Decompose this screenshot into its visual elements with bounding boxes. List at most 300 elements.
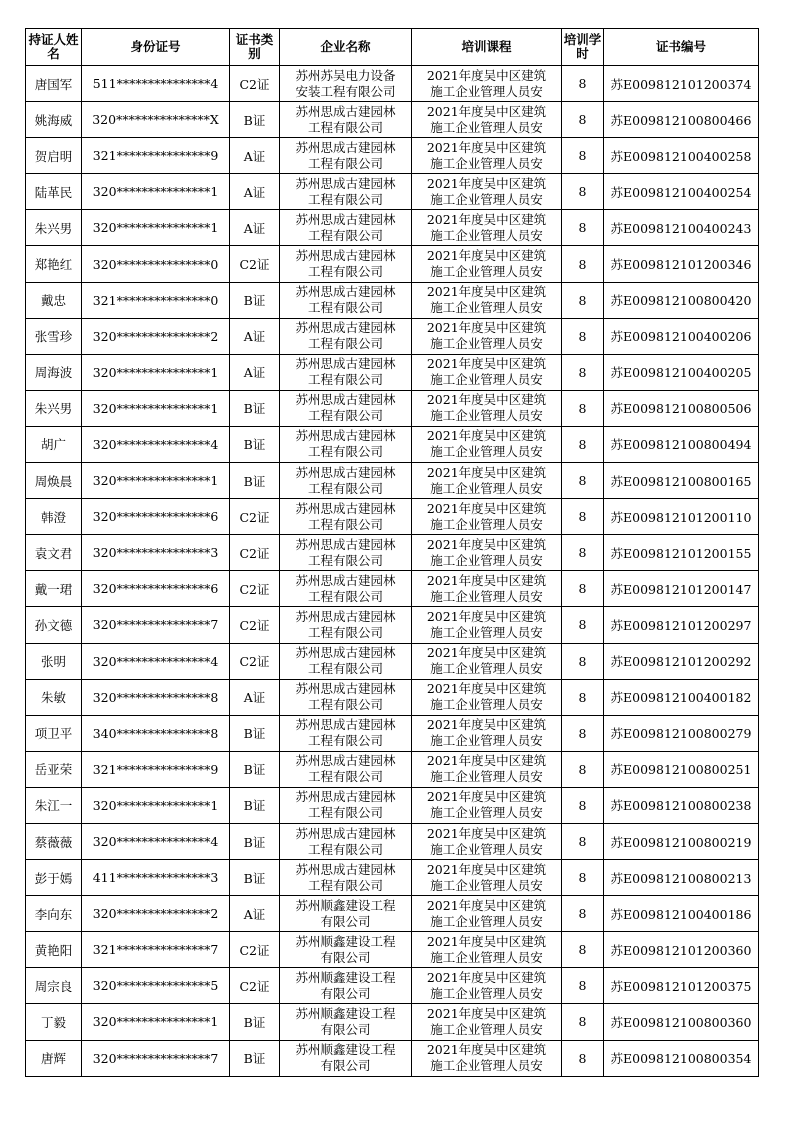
company-name (280, 715, 412, 751)
table-row (26, 102, 759, 138)
id-number: 320***************1 (82, 210, 230, 246)
company-name-line-2: 工程有限公司 (307, 300, 383, 316)
training-course-line-1: 2021年度吴中区建筑 (426, 681, 547, 697)
training-course-line-1: 2021年度吴中区建筑 (426, 464, 547, 480)
cert-type: C2证 (230, 932, 280, 968)
company-name (280, 968, 412, 1004)
holder-name: 唐辉 (26, 1040, 82, 1076)
cert-type: A证 (230, 318, 280, 354)
company-name (280, 932, 412, 968)
table-row (26, 643, 759, 679)
holder-name: 蔡薇薇 (26, 823, 82, 859)
table-row (26, 318, 759, 354)
holder-name: 贺启明 (26, 138, 82, 174)
holder-name: 郑艳红 (26, 246, 82, 282)
training-hours: 8 (562, 751, 604, 787)
company-name-line-1: 苏州思成古建园林 (295, 861, 396, 877)
cert-number: 苏E009812100400182 (604, 679, 759, 715)
holder-name: 周海波 (26, 354, 82, 390)
company-name-line-1: 苏州思成古建园林 (295, 825, 396, 841)
training-course-line-2: 施工企业管理人员安 (430, 985, 543, 1001)
company-name-line-2: 安装工程有限公司 (295, 83, 396, 99)
id-number: 320***************3 (82, 535, 230, 571)
id-number: 320***************4 (82, 643, 230, 679)
header-row (26, 29, 759, 66)
id-number: 321***************0 (82, 282, 230, 318)
table-row (26, 354, 759, 390)
company-name-line-1: 苏州苏吴电力设备 (295, 67, 396, 83)
training-course-line-1: 2021年度吴中区建筑 (426, 753, 547, 769)
company-name-line-1: 苏州思成古建园林 (295, 645, 396, 661)
company-name-line-1: 苏州思成古建园林 (295, 789, 396, 805)
holder-name: 丁毅 (26, 1004, 82, 1040)
training-hours: 8 (562, 138, 604, 174)
training-course-line-2: 施工企业管理人员安 (430, 552, 543, 568)
company-name-line-2: 工程有限公司 (307, 516, 383, 532)
company-name-line-2: 工程有限公司 (307, 877, 383, 893)
training-hours: 8 (562, 210, 604, 246)
training-course (412, 896, 562, 932)
training-course (412, 174, 562, 210)
training-course (412, 607, 562, 643)
training-course-line-1: 2021年度吴中区建筑 (426, 717, 547, 733)
training-course (412, 66, 562, 102)
table-row (26, 823, 759, 859)
training-course (412, 823, 562, 859)
training-course-line-1: 2021年度吴中区建筑 (426, 933, 547, 949)
company-name-line-1: 苏州思成古建园林 (295, 717, 396, 733)
table-row (26, 499, 759, 535)
training-course-line-1: 2021年度吴中区建筑 (426, 67, 547, 83)
holder-name: 朱敏 (26, 679, 82, 715)
header-id: 身份证号 (82, 29, 230, 66)
training-course (412, 787, 562, 823)
cert-type: C2证 (230, 246, 280, 282)
id-number: 411***************3 (82, 860, 230, 896)
training-course-line-1: 2021年度吴中区建筑 (426, 392, 547, 408)
id-number: 320***************1 (82, 390, 230, 426)
training-course-line-2: 施工企业管理人员安 (430, 372, 543, 388)
cert-type: A证 (230, 354, 280, 390)
company-name (280, 860, 412, 896)
table-row (26, 679, 759, 715)
training-course-line-1: 2021年度吴中区建筑 (426, 175, 547, 191)
training-hours: 8 (562, 390, 604, 426)
company-name-line-1: 苏州思成古建园林 (295, 284, 396, 300)
cert-number: 苏E009812101200375 (604, 968, 759, 1004)
cert-type: B证 (230, 715, 280, 751)
company-name (280, 679, 412, 715)
table-row (26, 535, 759, 571)
training-hours: 8 (562, 715, 604, 751)
company-name-line-2: 工程有限公司 (307, 408, 383, 424)
training-hours: 8 (562, 571, 604, 607)
company-name-line-2: 工程有限公司 (307, 588, 383, 604)
id-number: 320***************X (82, 102, 230, 138)
id-number: 321***************7 (82, 932, 230, 968)
training-hours: 8 (562, 968, 604, 1004)
cert-number: 苏E009812100400254 (604, 174, 759, 210)
training-course-line-2: 施工企业管理人员安 (430, 949, 543, 965)
training-course (412, 138, 562, 174)
training-course-line-1: 2021年度吴中区建筑 (426, 969, 547, 985)
holder-name: 李向东 (26, 896, 82, 932)
cert-type: C2证 (230, 571, 280, 607)
company-name-line-1: 苏州思成古建园林 (295, 248, 396, 264)
training-course-line-1: 2021年度吴中区建筑 (426, 645, 547, 661)
company-name-line-1: 苏州思成古建园林 (295, 572, 396, 588)
company-name-line-2: 工程有限公司 (307, 697, 383, 713)
training-hours: 8 (562, 1040, 604, 1076)
id-number: 320***************7 (82, 1040, 230, 1076)
cert-number: 苏E009812100800279 (604, 715, 759, 751)
company-name-line-1: 苏州顺鑫建设工程 (295, 933, 396, 949)
training-course-line-2: 施工企业管理人员安 (430, 155, 543, 171)
id-number: 320***************2 (82, 896, 230, 932)
cert-type: B证 (230, 1040, 280, 1076)
company-name (280, 1040, 412, 1076)
training-course (412, 210, 562, 246)
training-course-line-1: 2021年度吴中区建筑 (426, 536, 547, 552)
training-course-line-2: 施工企业管理人员安 (430, 516, 543, 532)
table-row (26, 607, 759, 643)
company-name (280, 571, 412, 607)
training-course-line-2: 施工企业管理人员安 (430, 733, 543, 749)
training-course-line-2: 施工企业管理人员安 (430, 805, 543, 821)
holder-name: 朱江一 (26, 787, 82, 823)
company-name (280, 138, 412, 174)
cert-number: 苏E009812100800219 (604, 823, 759, 859)
cert-number: 苏E009812101200297 (604, 607, 759, 643)
table-row (26, 138, 759, 174)
company-name-line-1: 苏州思成古建园林 (295, 211, 396, 227)
training-course-line-2: 施工企业管理人员安 (430, 588, 543, 604)
company-name (280, 210, 412, 246)
table-row (26, 860, 759, 896)
cert-number: 苏E009812101200374 (604, 66, 759, 102)
table-row (26, 571, 759, 607)
cert-type: B证 (230, 390, 280, 426)
cert-type: B证 (230, 751, 280, 787)
certificate-table (25, 28, 759, 1077)
company-name-line-2: 工程有限公司 (307, 372, 383, 388)
id-number: 320***************0 (82, 246, 230, 282)
training-hours: 8 (562, 679, 604, 715)
company-name-line-1: 苏州思成古建园林 (295, 103, 396, 119)
header-name: 持证人姓名 (26, 29, 82, 66)
cert-number: 苏E009812100400258 (604, 138, 759, 174)
company-name-line-2: 工程有限公司 (307, 841, 383, 857)
training-course-line-1: 2021年度吴中区建筑 (426, 139, 547, 155)
company-name-line-2: 工程有限公司 (307, 733, 383, 749)
training-course-line-1: 2021年度吴中区建筑 (426, 825, 547, 841)
company-name (280, 66, 412, 102)
cert-type: B证 (230, 1004, 280, 1040)
cert-number: 苏E009812100400186 (604, 896, 759, 932)
company-name-line-2: 工程有限公司 (307, 480, 383, 496)
company-name (280, 426, 412, 462)
company-name (280, 390, 412, 426)
company-name-line-1: 苏州思成古建园林 (295, 536, 396, 552)
training-course (412, 1040, 562, 1076)
training-course-line-1: 2021年度吴中区建筑 (426, 1042, 547, 1058)
training-course-line-2: 施工企业管理人员安 (430, 336, 543, 352)
cert-type: C2证 (230, 535, 280, 571)
training-hours: 8 (562, 318, 604, 354)
cert-type: C2证 (230, 643, 280, 679)
company-name-line-2: 有限公司 (320, 949, 371, 965)
cert-number: 苏E009812100800466 (604, 102, 759, 138)
training-course (412, 932, 562, 968)
cert-number: 苏E009812101200147 (604, 571, 759, 607)
company-name-line-1: 苏州思成古建园林 (295, 356, 396, 372)
cert-type: A证 (230, 896, 280, 932)
holder-name: 周焕晨 (26, 463, 82, 499)
training-hours: 8 (562, 463, 604, 499)
cert-type: C2证 (230, 66, 280, 102)
company-name-line-2: 工程有限公司 (307, 227, 383, 243)
training-hours: 8 (562, 499, 604, 535)
training-course (412, 715, 562, 751)
company-name-line-1: 苏州思成古建园林 (295, 608, 396, 624)
company-name-line-2: 工程有限公司 (307, 336, 383, 352)
company-name-line-1: 苏州思成古建园林 (295, 500, 396, 516)
holder-name: 韩澄 (26, 499, 82, 535)
header-cert-no: 证书编号 (604, 29, 759, 66)
company-name (280, 246, 412, 282)
cert-number: 苏E009812100800354 (604, 1040, 759, 1076)
company-name-line-2: 有限公司 (320, 1021, 371, 1037)
company-name-line-1: 苏州思成古建园林 (295, 139, 396, 155)
training-course (412, 282, 562, 318)
training-course (412, 499, 562, 535)
training-course (412, 463, 562, 499)
training-course-line-2: 施工企业管理人员安 (430, 119, 543, 135)
training-course-line-2: 施工企业管理人员安 (430, 769, 543, 785)
company-name-line-1: 苏州思成古建园林 (295, 428, 396, 444)
cert-type: A证 (230, 210, 280, 246)
cert-type: B证 (230, 823, 280, 859)
holder-name: 项卫平 (26, 715, 82, 751)
company-name-line-2: 有限公司 (320, 1058, 371, 1074)
table-row (26, 426, 759, 462)
cert-number: 苏E009812100800238 (604, 787, 759, 823)
training-course (412, 390, 562, 426)
training-hours: 8 (562, 426, 604, 462)
training-course (412, 751, 562, 787)
cert-type: A证 (230, 174, 280, 210)
cert-number: 苏E009812101200155 (604, 535, 759, 571)
cert-number: 苏E009812100400205 (604, 354, 759, 390)
company-name (280, 535, 412, 571)
training-hours: 8 (562, 607, 604, 643)
company-name (280, 896, 412, 932)
company-name (280, 102, 412, 138)
training-course-line-2: 施工企业管理人员安 (430, 83, 543, 99)
company-name-line-1: 苏州思成古建园林 (295, 681, 396, 697)
training-hours: 8 (562, 1004, 604, 1040)
training-course-line-1: 2021年度吴中区建筑 (426, 103, 547, 119)
company-name-line-2: 工程有限公司 (307, 444, 383, 460)
table-row (26, 282, 759, 318)
holder-name: 张明 (26, 643, 82, 679)
table-row (26, 1004, 759, 1040)
company-name-line-1: 苏州思成古建园林 (295, 753, 396, 769)
company-name (280, 643, 412, 679)
cert-number: 苏E009812101200360 (604, 932, 759, 968)
training-course-line-2: 施工企业管理人员安 (430, 841, 543, 857)
company-name-line-1: 苏州顺鑫建设工程 (295, 1042, 396, 1058)
training-hours: 8 (562, 643, 604, 679)
table-row (26, 751, 759, 787)
training-hours: 8 (562, 174, 604, 210)
cert-type: C2证 (230, 499, 280, 535)
company-name-line-1: 苏州思成古建园林 (295, 464, 396, 480)
holder-name: 张雪珍 (26, 318, 82, 354)
company-name-line-2: 工程有限公司 (307, 661, 383, 677)
cert-number: 苏E009812100800360 (604, 1004, 759, 1040)
cert-number: 苏E009812100800251 (604, 751, 759, 787)
holder-name: 彭于嫣 (26, 860, 82, 896)
training-hours: 8 (562, 246, 604, 282)
table-row (26, 932, 759, 968)
cert-type: A证 (230, 679, 280, 715)
training-course-line-1: 2021年度吴中区建筑 (426, 320, 547, 336)
training-course-line-2: 施工企业管理人员安 (430, 1021, 543, 1037)
id-number: 320***************6 (82, 499, 230, 535)
id-number: 511***************4 (82, 66, 230, 102)
company-name-line-2: 工程有限公司 (307, 264, 383, 280)
cert-type: B证 (230, 102, 280, 138)
training-course-line-1: 2021年度吴中区建筑 (426, 861, 547, 877)
company-name-line-2: 有限公司 (320, 985, 371, 1001)
training-course-line-1: 2021年度吴中区建筑 (426, 1005, 547, 1021)
table-row (26, 174, 759, 210)
training-course (412, 426, 562, 462)
id-number: 320***************1 (82, 174, 230, 210)
training-course-line-2: 施工企业管理人员安 (430, 661, 543, 677)
table-row (26, 210, 759, 246)
training-course-line-2: 施工企业管理人员安 (430, 877, 543, 893)
training-hours: 8 (562, 282, 604, 318)
training-course-line-1: 2021年度吴中区建筑 (426, 897, 547, 913)
training-course (412, 102, 562, 138)
training-hours: 8 (562, 896, 604, 932)
holder-name: 唐国军 (26, 66, 82, 102)
company-name-line-1: 苏州思成古建园林 (295, 392, 396, 408)
id-number: 320***************4 (82, 823, 230, 859)
holder-name: 朱兴男 (26, 210, 82, 246)
company-name (280, 318, 412, 354)
company-name-line-2: 工程有限公司 (307, 191, 383, 207)
header-course: 培训课程 (412, 29, 562, 66)
cert-number: 苏E009812100800506 (604, 390, 759, 426)
id-number: 320***************6 (82, 571, 230, 607)
training-course (412, 535, 562, 571)
training-course (412, 679, 562, 715)
id-number: 320***************5 (82, 968, 230, 1004)
id-number: 320***************2 (82, 318, 230, 354)
company-name (280, 607, 412, 643)
holder-name: 岳亚荣 (26, 751, 82, 787)
cert-number: 苏E009812100800213 (604, 860, 759, 896)
training-course (412, 354, 562, 390)
cert-type: C2证 (230, 607, 280, 643)
company-name (280, 823, 412, 859)
id-number: 320***************1 (82, 463, 230, 499)
training-hours: 8 (562, 787, 604, 823)
training-hours: 8 (562, 102, 604, 138)
table-row (26, 896, 759, 932)
company-name-line-1: 苏州思成古建园林 (295, 320, 396, 336)
company-name (280, 751, 412, 787)
company-name-line-1: 苏州思成古建园林 (295, 175, 396, 191)
training-hours: 8 (562, 860, 604, 896)
training-hours: 8 (562, 66, 604, 102)
training-course-line-2: 施工企业管理人员安 (430, 444, 543, 460)
table-row (26, 463, 759, 499)
cert-number: 苏E009812101200292 (604, 643, 759, 679)
cert-number: 苏E009812100800165 (604, 463, 759, 499)
holder-name: 孙文德 (26, 607, 82, 643)
company-name (280, 354, 412, 390)
company-name (280, 499, 412, 535)
training-course-line-1: 2021年度吴中区建筑 (426, 356, 547, 372)
holder-name: 袁文君 (26, 535, 82, 571)
company-name (280, 174, 412, 210)
training-course (412, 643, 562, 679)
training-course-line-1: 2021年度吴中区建筑 (426, 789, 547, 805)
cert-number: 苏E009812100400206 (604, 318, 759, 354)
cert-number: 苏E009812100800494 (604, 426, 759, 462)
table-row (26, 390, 759, 426)
id-number: 320***************8 (82, 679, 230, 715)
company-name-line-2: 有限公司 (320, 913, 371, 929)
training-course-line-1: 2021年度吴中区建筑 (426, 211, 547, 227)
id-number: 320***************4 (82, 426, 230, 462)
holder-name: 周宗良 (26, 968, 82, 1004)
company-name (280, 282, 412, 318)
header-company: 企业名称 (280, 29, 412, 66)
company-name-line-2: 工程有限公司 (307, 624, 383, 640)
training-course-line-2: 施工企业管理人员安 (430, 264, 543, 280)
holder-name: 戴一珺 (26, 571, 82, 607)
cert-type: B证 (230, 463, 280, 499)
holder-name: 胡广 (26, 426, 82, 462)
company-name-line-2: 工程有限公司 (307, 119, 383, 135)
cert-type: C2证 (230, 968, 280, 1004)
table-row (26, 968, 759, 1004)
training-hours: 8 (562, 354, 604, 390)
training-course (412, 246, 562, 282)
company-name-line-2: 工程有限公司 (307, 155, 383, 171)
training-course-line-1: 2021年度吴中区建筑 (426, 608, 547, 624)
training-course-line-2: 施工企业管理人员安 (430, 227, 543, 243)
company-name (280, 463, 412, 499)
id-number: 320***************7 (82, 607, 230, 643)
training-course-line-1: 2021年度吴中区建筑 (426, 428, 547, 444)
company-name-line-2: 工程有限公司 (307, 805, 383, 821)
holder-name: 姚海威 (26, 102, 82, 138)
cert-type: A证 (230, 138, 280, 174)
company-name (280, 1004, 412, 1040)
id-number: 320***************1 (82, 1004, 230, 1040)
training-course-line-1: 2021年度吴中区建筑 (426, 284, 547, 300)
training-course-line-1: 2021年度吴中区建筑 (426, 248, 547, 264)
training-course (412, 318, 562, 354)
training-hours: 8 (562, 535, 604, 571)
training-hours: 8 (562, 932, 604, 968)
